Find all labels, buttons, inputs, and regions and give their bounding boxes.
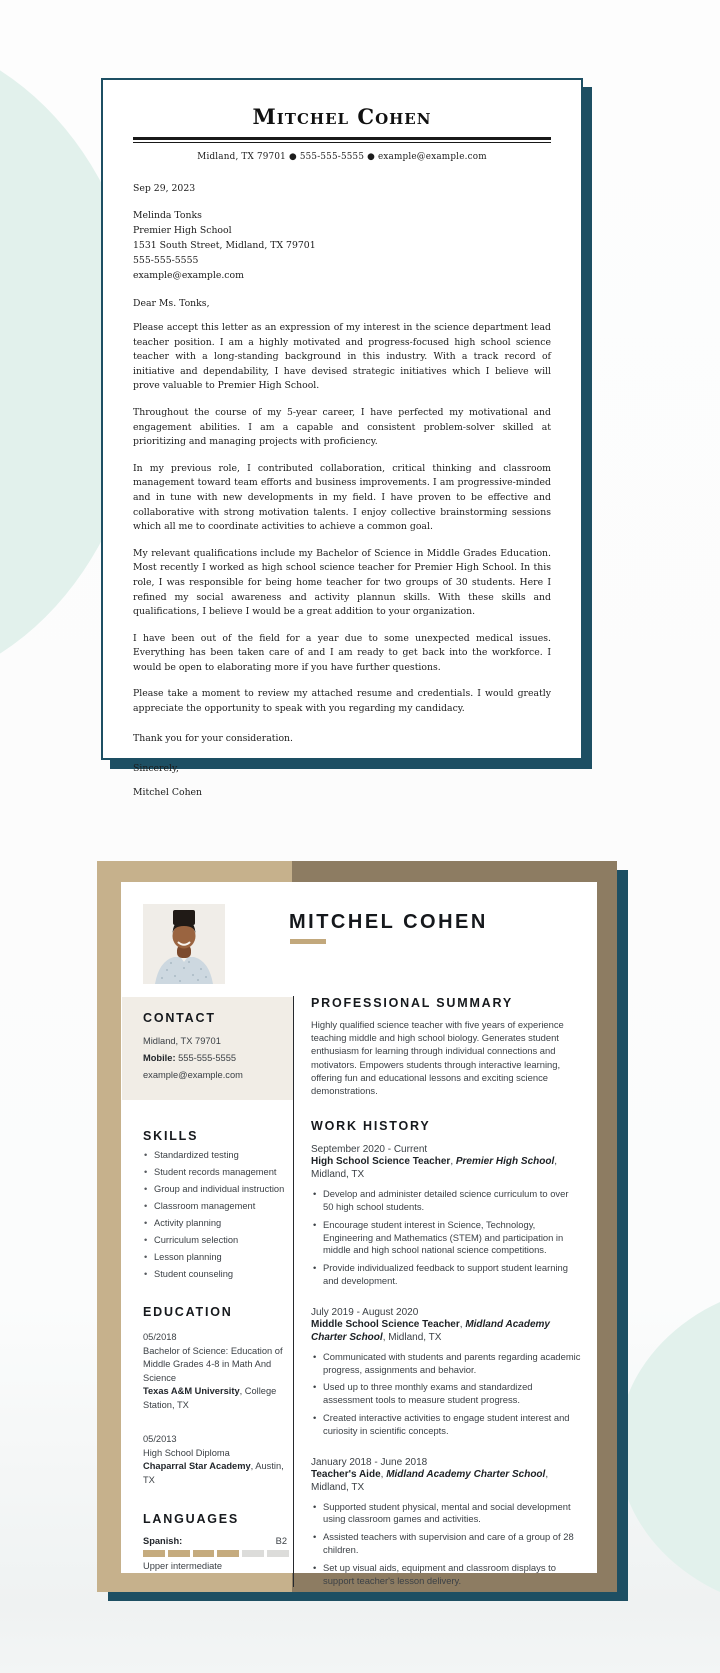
job-dates: January 2018 - June 2018 (311, 1456, 428, 1468)
language-level-segment (267, 1550, 289, 1557)
contact-heading: CONTACT (143, 1011, 216, 1025)
languages-heading: LANGUAGES (143, 1512, 240, 1526)
contact-location: Midland, TX 79701 (143, 1036, 221, 1046)
header-double-rule (133, 137, 551, 143)
language-level-segment (217, 1550, 239, 1557)
job-title-line: Middle School Science Teacher, Midland Academy Charter School, Midland, TX (311, 1318, 550, 1343)
skill-item: • Student counseling (143, 1269, 289, 1280)
language-level-label: Upper intermediate (143, 1561, 223, 1571)
skill-item: • Classroom management (143, 1201, 289, 1212)
job-bullet: • Supported student physical, mental and social development using classroom games and activities. (311, 1501, 581, 1527)
education-degree: Bachelor of Science: Education of Middle Grades 4-8 in Math And Science (143, 1345, 283, 1383)
resume-main-column (293, 996, 581, 1587)
language-level-segment (242, 1550, 264, 1557)
summary-heading: PROFESSIONAL SUMMARY (311, 996, 513, 1010)
letter-paragraph: Throughout the course of my 5-year career, I have perfected my motivational and engagement abilities. I am a capable and consistent problem-solver skilled at prioritizing and managing projects with proficiency. (133, 406, 551, 448)
skill-item: • Activity planning (143, 1218, 289, 1229)
education-school-line: Chaparral Star Academy, Austin, TX (143, 1461, 284, 1485)
job-bullet-list (311, 1501, 581, 1588)
job-bullet: • Develop and administer detailed science curriculum to over 50 high school students. (311, 1188, 581, 1214)
letter-salutation: Dear Ms. Tonks, (133, 298, 210, 309)
education-section (122, 1305, 293, 1487)
recipient-line: example@example.com (133, 270, 244, 281)
name-accent-bar (290, 939, 326, 944)
skills-heading: SKILLS (143, 1129, 199, 1143)
rule-thin-line (133, 142, 551, 143)
resume-page (121, 882, 597, 1586)
skills-list (143, 1150, 289, 1280)
language-level-segment (143, 1550, 165, 1557)
cover-letter-page (101, 78, 583, 798)
skill-item: • Standardized testing (143, 1150, 289, 1161)
resume-name: MITCHEL COHEN (289, 911, 488, 933)
recipient-line: Premier High School (133, 225, 232, 236)
skill-item: • Group and individual instruction (143, 1184, 289, 1195)
letter-paragraph: Please accept this letter as an expression of my interest in the science department lead teacher position. I am a highly motivated and progress-focused high school science teacher with a long-standing background in this industry. With a track record of initiative and dependability, I have devised strategic initiatives which I believe will prove valuable to Premier High School. (133, 322, 551, 392)
recipient-line: Melinda Tonks (133, 210, 202, 221)
contact-mobile-label: Mobile: (143, 1053, 176, 1063)
education-date: 05/2013 (143, 1434, 177, 1444)
contact-section (122, 997, 293, 1100)
job-bullet: • Created interactive activities to engage student interest and curiosity in scientific concepts. (311, 1412, 581, 1438)
language-level-bar (143, 1550, 289, 1557)
education-degree: High School Diploma (143, 1447, 230, 1458)
job-bullet: • Assisted teachers with supervision and care of a group of 28 children. (311, 1531, 581, 1557)
job-dates: July 2019 - August 2020 (311, 1306, 419, 1318)
skill-item: • Lesson planning (143, 1252, 289, 1263)
job-entry (311, 1307, 581, 1438)
education-school-line: Texas A&M University, College Station, TX (143, 1386, 277, 1410)
language-level-segment (193, 1550, 215, 1557)
resume-frame (97, 861, 617, 1592)
contact-email: example@example.com (143, 1070, 243, 1080)
job-entry (311, 1144, 581, 1288)
language-name: Spanish: (143, 1536, 183, 1546)
education-list (143, 1331, 289, 1487)
education-entry (143, 1433, 289, 1487)
skills-section (122, 1129, 293, 1280)
work-history-heading: WORK HISTORY (311, 1119, 431, 1134)
recipient-line: 555-555-5555 (133, 255, 199, 266)
language-level-code: B2 (275, 1536, 287, 1546)
education-date: 05/2018 (143, 1332, 177, 1342)
education-heading: EDUCATION (143, 1305, 233, 1319)
job-bullet-list (311, 1188, 581, 1288)
job-bullet: • Set up visual aids, equipment and classroom displays to support teacher's lesson delivery. (311, 1562, 581, 1588)
letter-closing: Sincerely, (133, 762, 179, 774)
job-entry (311, 1457, 581, 1588)
job-bullet: • Provide individualized feedback to support student learning and development. (311, 1262, 581, 1288)
job-dates: September 2020 - Current (311, 1144, 428, 1156)
education-entry (143, 1331, 289, 1412)
profile-photo (143, 904, 225, 984)
contact-mobile-value: 555-555-5555 (178, 1053, 237, 1063)
summary-text: Highly qualified science teacher with five years of experience teaching middle and high school biology. Generates student enthusiasm for learning through individual connections and motivators. Empowers students through interactive learning, offering fun and educational lessons and exciting science demonstrations. (311, 1019, 564, 1097)
rule-thick-line (133, 137, 551, 140)
letter-body (133, 321, 551, 717)
job-title-line: Teacher's Aide, Midland Academy Charter School, Midland, TX (311, 1468, 549, 1493)
work-history-section (311, 1119, 581, 1587)
language-level-segment (168, 1550, 190, 1557)
letter-paragraph: I have been out of the field for a year due to some unexpected medical issues. Everything has been taken care of and I am ready to get back into the workforce. I would be open to elaborating more if you have further questions. (133, 632, 551, 673)
letter-contact-line: Midland, TX 79701 ● 555-555-5555 ● example@example.com (197, 152, 487, 162)
skill-item: • Student records management (143, 1167, 289, 1178)
letter-paragraph: My relevant qualifications include my Bachelor of Science in Middle Grades Education. Most recently I worked as high school science teacher for Premier High School. In this role, I was responsible for being home teacher for two groups of 30 students. Here I refined my social awareness and activity plannun skills. With these skills and qualifications, I believe I would be a great addition to your organization. (133, 547, 551, 618)
job-bullet: • Encourage student interest in Science, Technology, Engineering and Mathematics (STEM) and participation in middle and high school national science competitions. (311, 1219, 581, 1257)
skill-item: • Curriculum selection (143, 1235, 289, 1246)
background-blob-bottom-right (618, 1282, 720, 1612)
letter-paragraph: In my previous role, I contributed collaboration, critical thinking and classroom management toward team efforts and business improvements. I am progressive-minded and in tune with new developments in my field. I have proven to be effective and collaborative with strong motivation talents. I enjoy collective brainstorming sessions which all me to coordinate activities to achieve a common goal. (133, 462, 551, 533)
job-bullet: • Communicated with students and parents regarding academic progress, assignments and behavior. (311, 1351, 581, 1377)
resume-sidebar (122, 997, 293, 1571)
letter-signature: Mitchel Cohen (133, 786, 203, 798)
recipient-block (133, 208, 551, 283)
language-row (143, 1536, 289, 1546)
job-bullet-list (311, 1351, 581, 1438)
letter-paragraph: Please take a moment to review my attached resume and credentials. I would greatly appreciate the opportunity to speak with you regarding my candidacy. (133, 688, 551, 715)
jobs-list (311, 1144, 581, 1587)
contact-mobile-line (143, 1050, 285, 1067)
letter-date: Sep 29, 2023 (133, 183, 196, 194)
person-avatar-graphic (143, 904, 225, 984)
job-title-line: High School Science Teacher, Premier High School, Midland, TX (311, 1156, 558, 1181)
summary-section (311, 996, 581, 1097)
languages-section (122, 1512, 293, 1571)
letter-name: Mitchel Cohen (252, 104, 432, 129)
recipient-line: 1531 South Street, Midland, TX 79701 (133, 240, 316, 251)
job-bullet: • Used up to three monthly exams and standardized assessment tools to measure student progress. (311, 1381, 581, 1407)
letter-thanks: Thank you for your consideration. (133, 732, 293, 744)
contact-lines (143, 1033, 285, 1084)
